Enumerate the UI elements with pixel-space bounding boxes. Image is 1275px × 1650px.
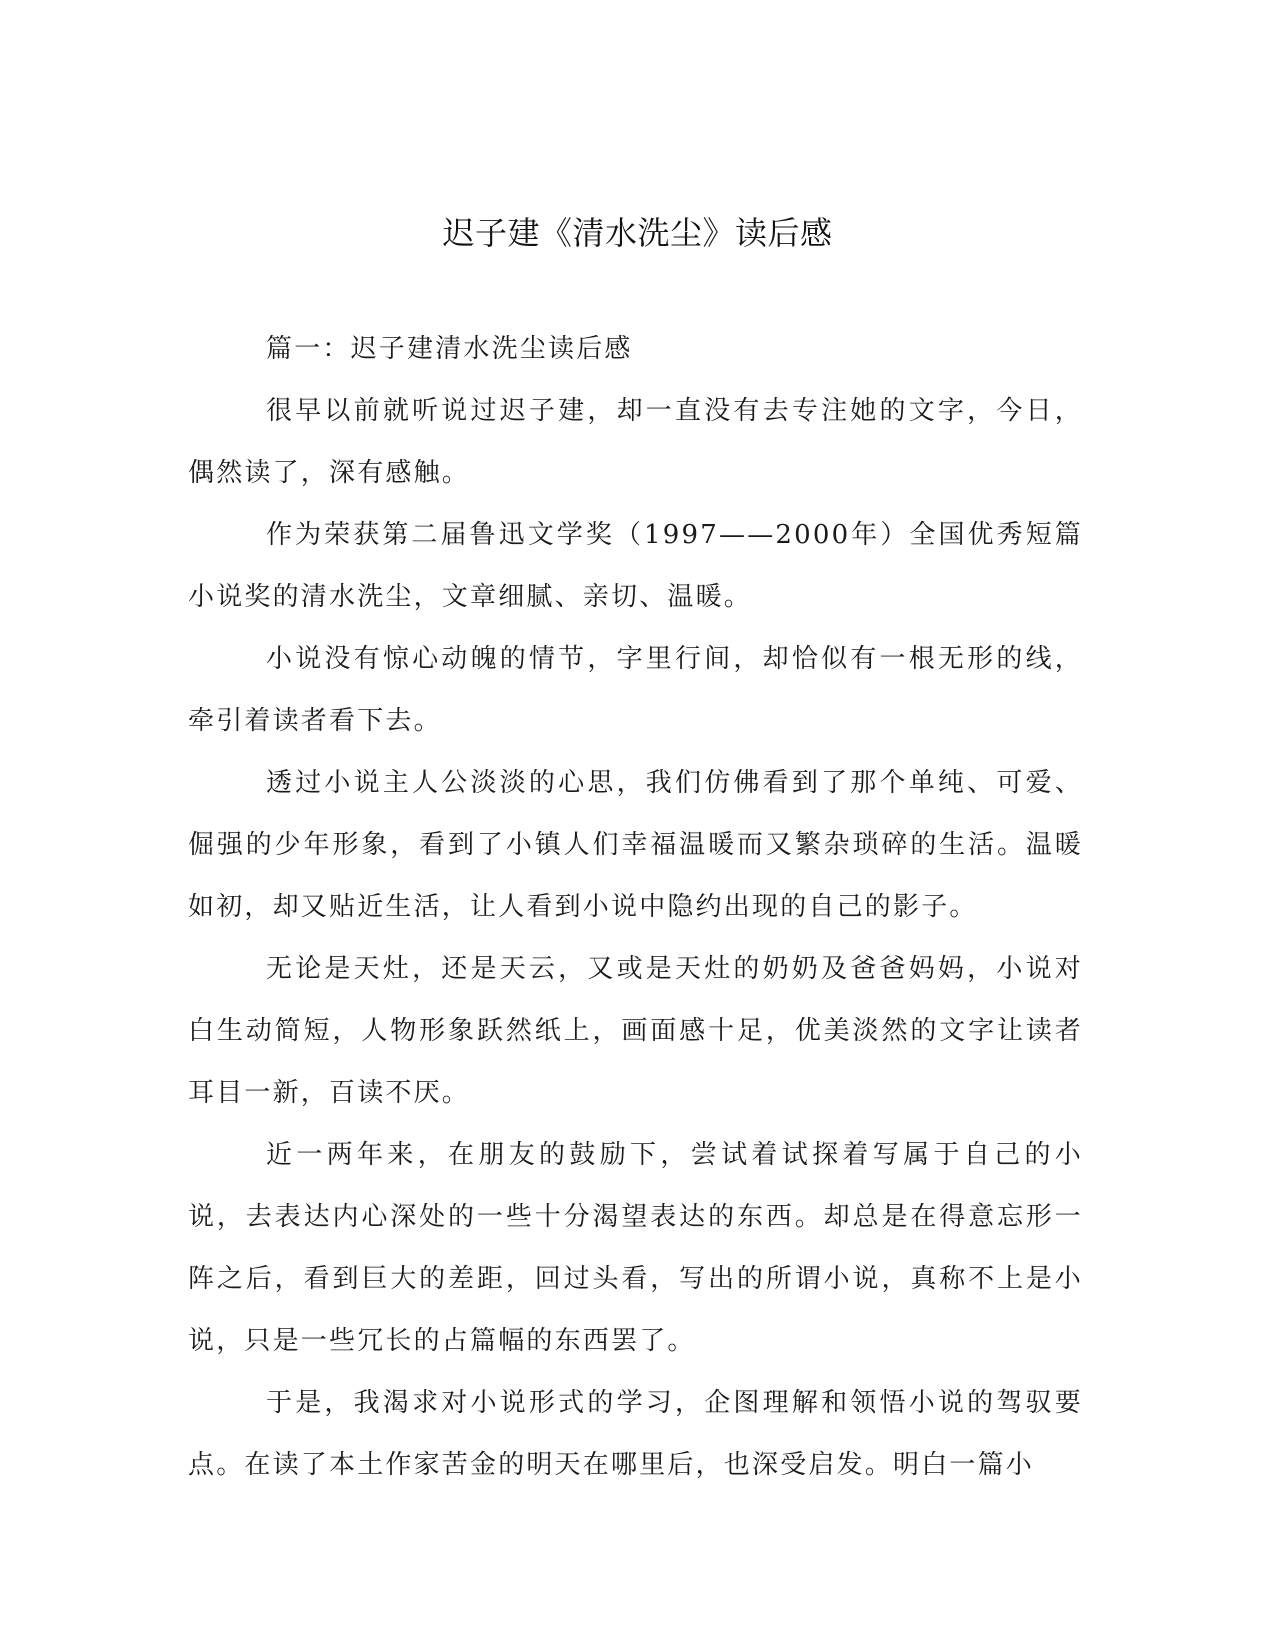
paragraph: 近一两年来，在朋友的鼓励下，尝试着试探着写属于自己的小说，去表达内心深处的一些十分渴望表达的东西。却总是在得意忘形一阵之后，看到巨大的差距，回过头看，写出的所谓小说，真称不上是小说，只是一些冗长的占篇幅的东西罢了。: [188, 1140, 1083, 1356]
document-body: [188, 318, 1083, 1496]
document-title: 迟子建《清水洗尘》读后感: [442, 214, 833, 252]
paragraph: 透过小说主人公淡淡的心思，我们仿佛看到了那个单纯、可爱、倔强的少年形象，看到了小镇人们幸福温暖而又繁杂琐碎的生活。温暖如初，却又贴近生活，让人看到小说中隐约出现的自己的影子。: [188, 768, 1083, 922]
paragraph: 很早以前就听说过迟子建，却一直没有去专注她的文字，今日，偶然读了，深有感触。: [188, 396, 1083, 488]
paragraph: 于是，我渴求对小说形式的学习，企图理解和领悟小说的驾驭要点。在读了本土作家苦金的明天在哪里后，也深受启发。明白一篇小: [188, 1388, 1083, 1480]
paragraph: 作为荣获第二届鲁迅文学奖（1997——2000年）全国优秀短篇小说奖的清水洗尘，文章细腻、亲切、温暖。: [188, 520, 1083, 612]
section-heading: 篇一：迟子建清水洗尘读后感: [266, 334, 633, 364]
paragraph: 无论是天灶，还是天云，又或是天灶的奶奶及爸爸妈妈，小说对白生动简短，人物形象跃然纸上，画面感十足，优美淡然的文字让读者耳目一新，百读不厌。: [188, 954, 1083, 1108]
paragraph: 小说没有惊心动魄的情节，字里行间，却恰似有一根无形的线，牵引着读者看下去。: [188, 644, 1083, 736]
